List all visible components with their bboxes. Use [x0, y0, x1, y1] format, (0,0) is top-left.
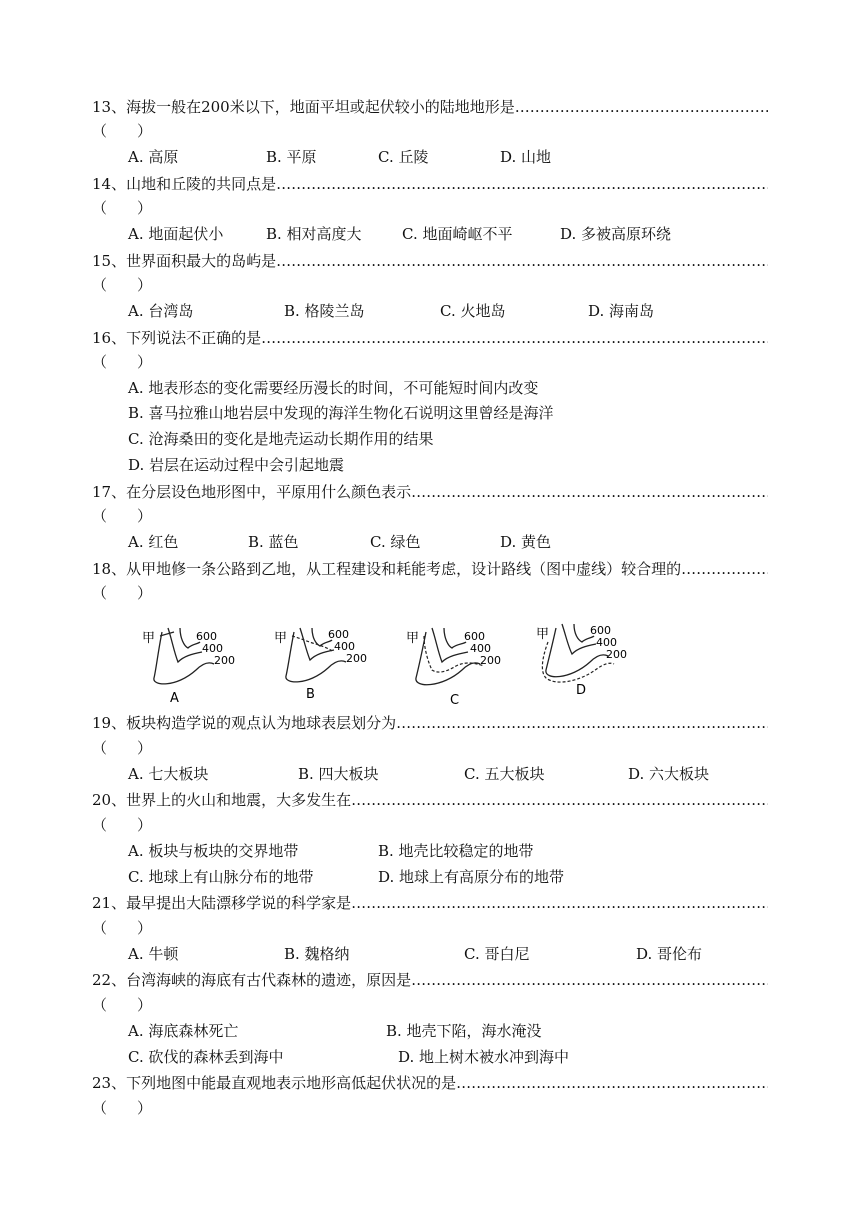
contour-map-c-label-600: 600	[464, 630, 485, 643]
question-14-answer-blank: （ ）	[92, 199, 153, 217]
question-22-option-b: B. 地壳下陷，海水淹没	[386, 1022, 542, 1040]
question-19-option-a: A. 七大板块	[128, 765, 209, 783]
question-21-option-b: B. 魏格纳	[284, 945, 350, 963]
question-20-option-c: C. 地球上有山脉分布的地带	[128, 868, 314, 886]
question-23-stem: 23、下列地图中能最直观地表示地形高低起伏状况的是 ……………………………………………………………………………………………………………………………	[92, 1072, 768, 1094]
question-15-option-a: A. 台湾岛	[128, 302, 194, 320]
question-18-answer-blank: （ ）	[92, 584, 153, 602]
question-14-stem: 14、山地和丘陵的共同点是 ……………………………………………………………………………………………………………………………	[92, 173, 768, 195]
question-17-option-c: C. 绿色	[370, 533, 421, 551]
contour-map-c-letter: C	[450, 693, 460, 708]
question-23-answer-blank: （ ）	[92, 1099, 153, 1117]
contour-map-b	[272, 622, 382, 708]
question-16-option-a: A. 地表形态的变化需要经历漫长的时间，不可能短时间内改变	[128, 379, 539, 397]
question-13-option-c: C. 丘陵	[378, 148, 429, 166]
contour-map-a-letter: A	[170, 691, 179, 706]
question-20-stem: 20、世界上的火山和地震，大多发生在 ……………………………………………………………………………………………………………………………	[92, 789, 768, 811]
question-14-option-a: A. 地面起伏小	[128, 225, 224, 243]
contour-map-b-label-600: 600	[328, 628, 349, 641]
question-17-option-a: A. 红色	[128, 533, 179, 551]
contour-map-b-label-200: 200	[346, 652, 367, 665]
contour-map-a-start-label: 甲	[142, 631, 156, 646]
question-15-option-d: D. 海南岛	[588, 302, 655, 320]
contour-map-a-label-600: 600	[196, 630, 217, 643]
question-19-option-c: C. 五大板块	[464, 765, 545, 783]
question-16-option-c: C. 沧海桑田的变化是地壳运动长期作用的结果	[128, 430, 434, 448]
question-20-answer-blank: （ ）	[92, 816, 153, 834]
question-15-option-c: C. 火地岛	[440, 302, 506, 320]
question-17-answer-blank: （ ）	[92, 507, 153, 525]
question-17-option-b: B. 蓝色	[248, 533, 299, 551]
contour-map-d-letter: D	[576, 683, 587, 698]
question-22-option-c: C. 砍伐的森林丢到海中	[128, 1048, 284, 1066]
question-17-option-d: D. 黄色	[500, 533, 552, 551]
question-22-stem: 22、台湾海峡的海底有古代森林的遗迹，原因是 ……………………………………………………………………………………………………………………………	[92, 969, 768, 991]
question-16-stem: 16、下列说法不正确的是 ……………………………………………………………………………………………………………………………	[92, 327, 768, 349]
contour-map-a-label-200: 200	[214, 654, 235, 667]
question-14-option-b: B. 相对高度大	[266, 225, 362, 243]
question-15-answer-blank: （ ）	[92, 276, 153, 294]
contour-map-b-start-label: 甲	[274, 631, 288, 646]
contour-map-d-start-label: 甲	[536, 627, 550, 642]
question-19-answer-blank: （ ）	[92, 739, 153, 757]
question-16-option-b: B. 喜马拉雅山地岩层中发现的海洋生物化石说明这里曾经是海洋	[128, 404, 554, 422]
question-19-stem: 19、板块构造学说的观点认为地球表层划分为 ……………………………………………………………………………………………………………………………	[92, 712, 768, 734]
question-21-option-d: D. 哥伦布	[636, 945, 703, 963]
question-22-option-a: A. 海底森林死亡	[128, 1022, 239, 1040]
question-14-option-c: C. 地面崎岖不平	[402, 225, 513, 243]
question-21-answer-blank: （ ）	[92, 919, 153, 937]
contour-map-c-start-label: 甲	[406, 631, 420, 646]
contour-map-a-label-400: 400	[202, 642, 223, 655]
question-19-option-d: D. 六大板块	[628, 765, 710, 783]
question-13-option-b: B. 平原	[266, 148, 317, 166]
question-22-option-d: D. 地上树木被水冲到海中	[398, 1048, 570, 1066]
question-21-option-a: A. 牛顿	[128, 945, 179, 963]
question-13-answer-blank: （ ）	[92, 122, 153, 140]
contour-map-d-label-400: 400	[596, 636, 617, 649]
question-21-option-c: C. 哥白尼	[464, 945, 530, 963]
contour-map-d	[534, 618, 644, 704]
question-14-option-d: D. 多被高原环绕	[560, 225, 672, 243]
contour-map-b-label-400: 400	[334, 640, 355, 653]
contour-map-b-letter: B	[306, 687, 315, 702]
question-21-stem: 21、最早提出大陆漂移学说的科学家是 ……………………………………………………………………………………………………………………………	[92, 892, 768, 914]
question-13-option-d: D. 山地	[500, 148, 552, 166]
question-20-option-b: B. 地壳比较稳定的地带	[378, 842, 534, 860]
question-19-option-b: B. 四大板块	[298, 765, 379, 783]
question-20-option-a: A. 板块与板块的交界地带	[128, 842, 299, 860]
contour-map-c	[404, 622, 514, 708]
question-16-option-d: D. 岩层在运动过程中会引起地震	[128, 456, 345, 474]
contour-map-c-label-200: 200	[480, 654, 501, 667]
question-18-stem: 18、从甲地修一条公路到乙地，从工程建设和耗能考虑，设计路线（图中虚线）较合理的 ……………………………………………………………………………………………………………………………	[92, 558, 768, 580]
contour-map-d-label-200: 200	[606, 648, 627, 661]
question-15-option-b: B. 格陵兰岛	[284, 302, 365, 320]
question-13-stem: 13、海拔一般在200米以下，地面平坦或起伏较小的陆地地形是 ……………………………………………………………………………………………………………………………	[92, 96, 768, 118]
question-15-stem: 15、世界面积最大的岛屿是 ……………………………………………………………………………………………………………………………	[92, 250, 768, 272]
contour-map-c-label-400: 400	[470, 642, 491, 655]
question-16-answer-blank: （ ）	[92, 353, 153, 371]
question-20-option-d: D. 地球上有高原分布的地带	[378, 868, 565, 886]
contour-map-d-label-600: 600	[590, 624, 611, 637]
question-22-answer-blank: （ ）	[92, 996, 153, 1014]
question-13-option-a: A. 高原	[128, 148, 179, 166]
contour-map-a	[140, 622, 250, 708]
question-17-stem: 17、在分层设色地形图中，平原用什么颜色表示 ……………………………………………………………………………………………………………………………	[92, 481, 768, 503]
